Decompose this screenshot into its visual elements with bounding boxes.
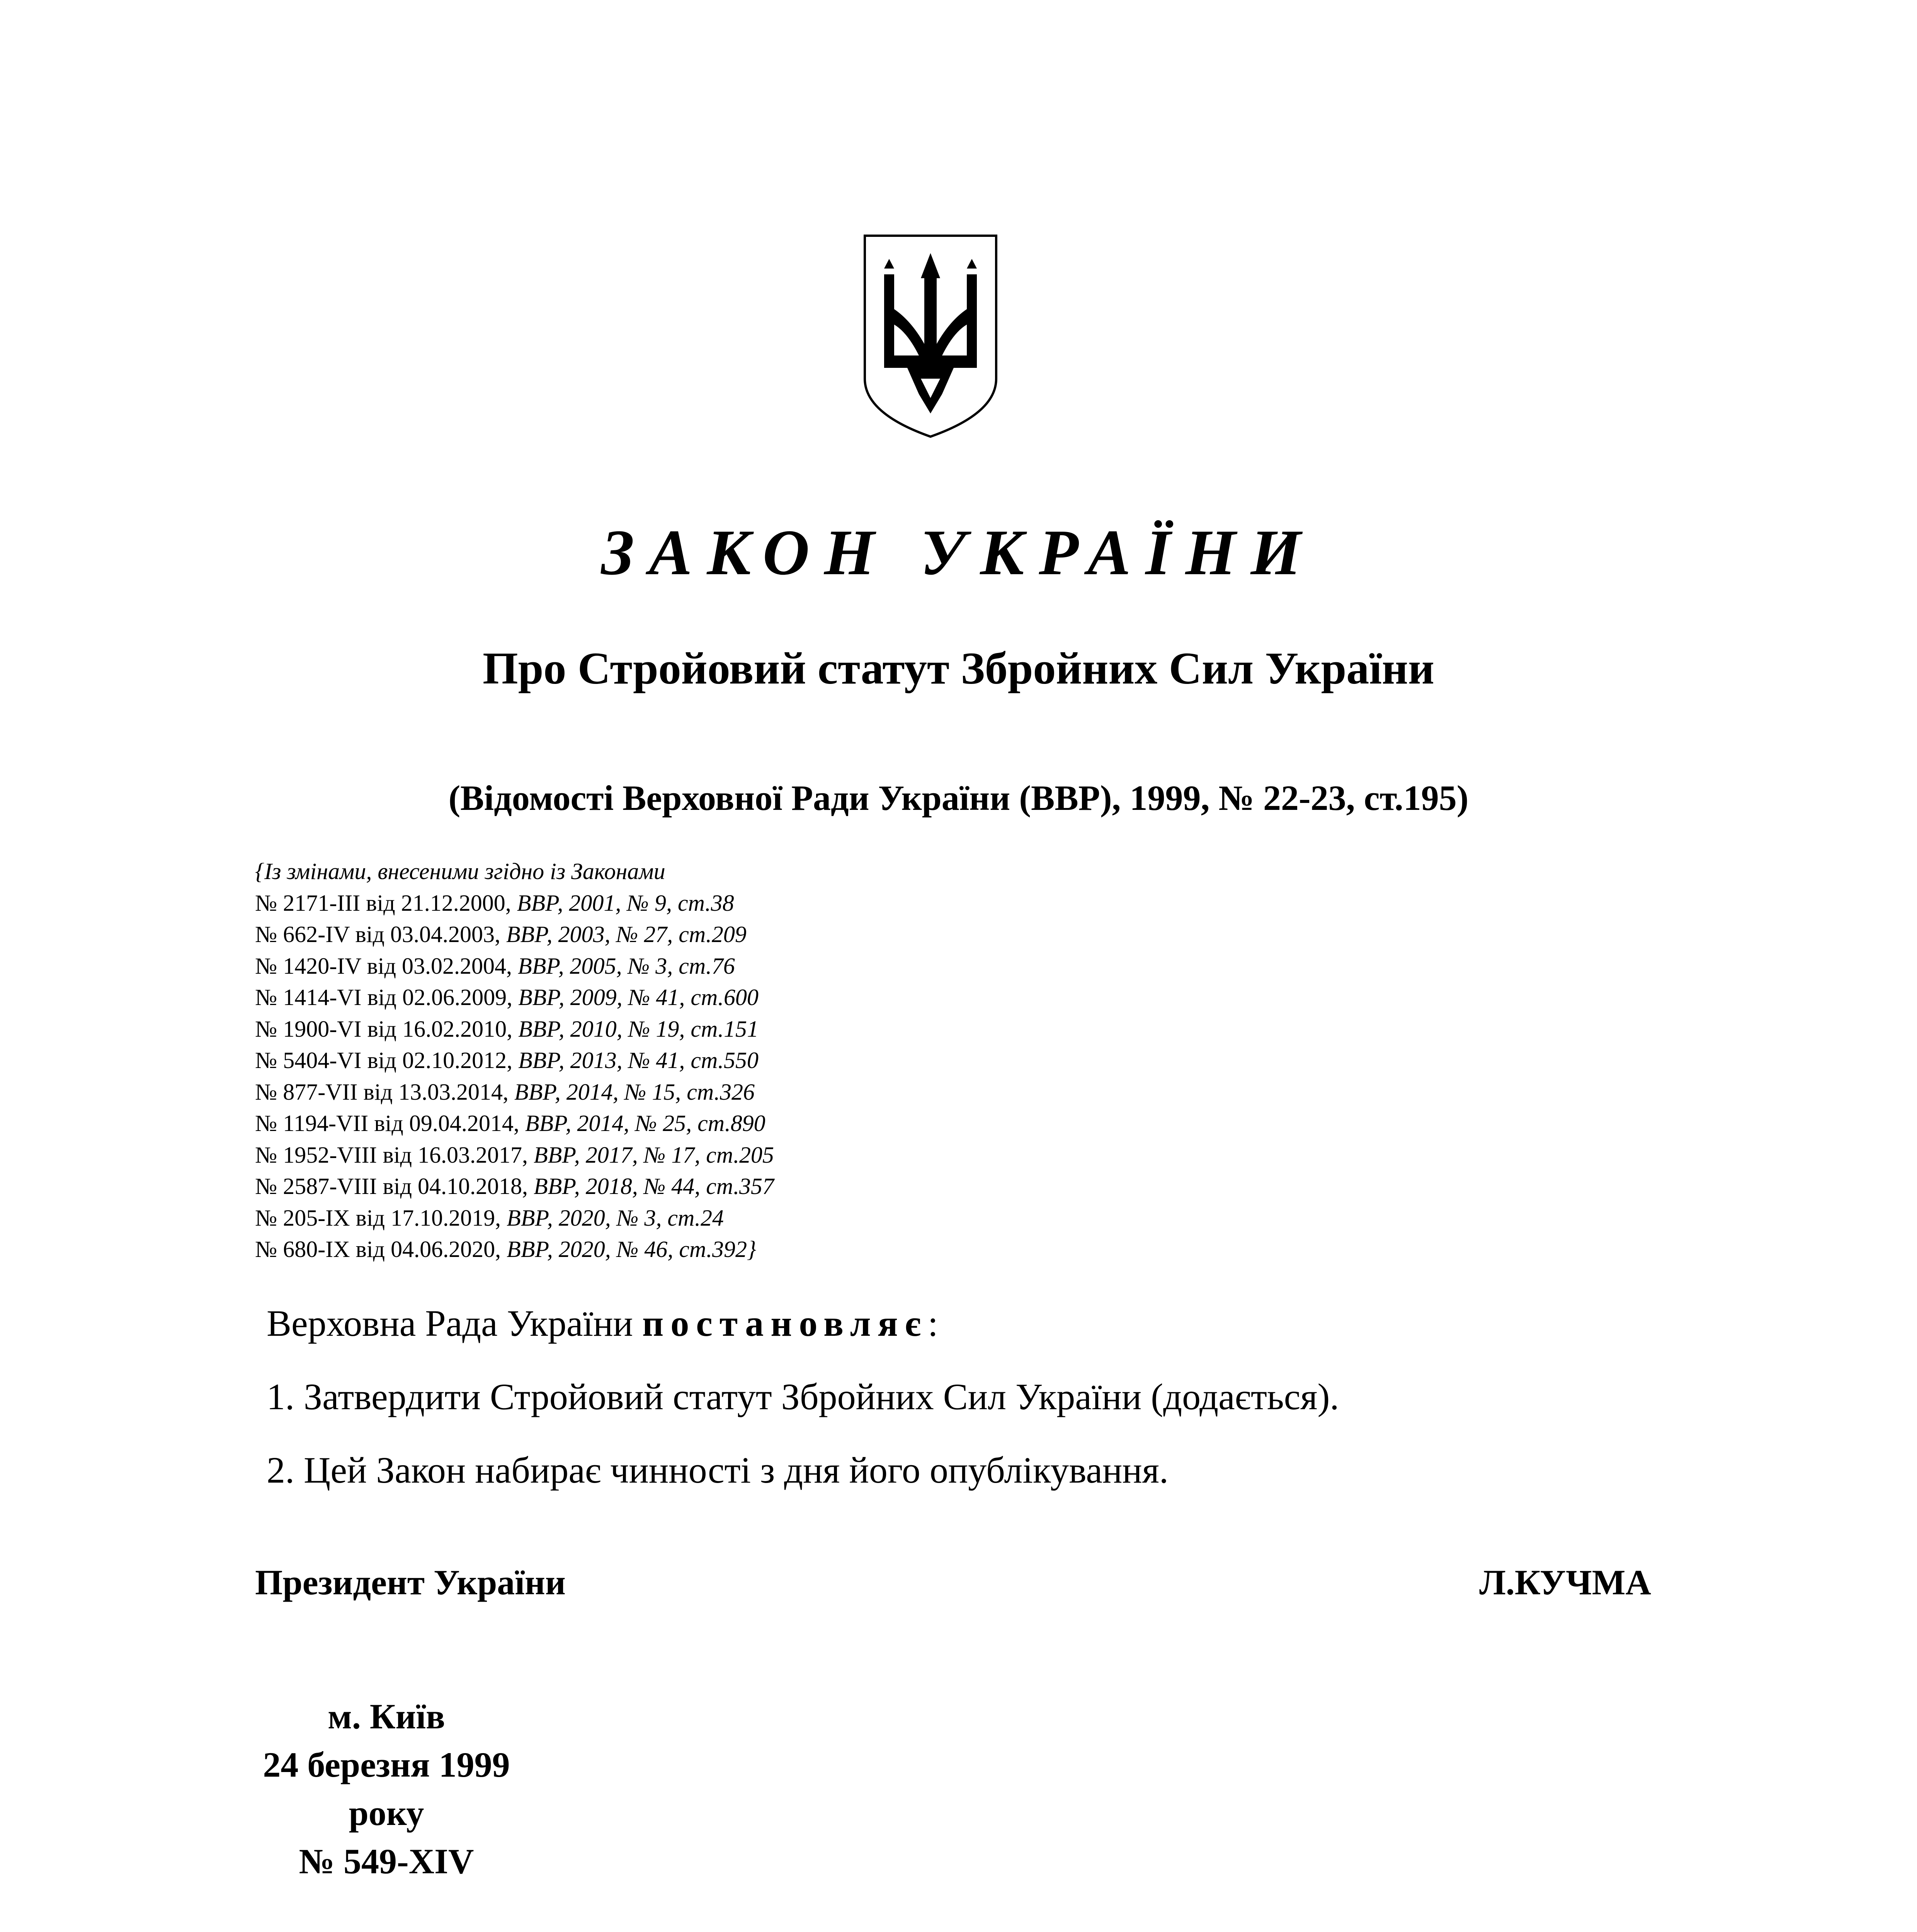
amendment-reference: ВВР, 2010, № 19, ст.151 — [512, 1016, 759, 1042]
coat-of-arms — [861, 232, 1000, 440]
law-number: № 549-XIV — [299, 1842, 474, 1881]
amendment-reference: ВВР, 2018, № 44, ст.357 — [528, 1173, 774, 1199]
amendment-reference: ВВР, 2001, № 9, ст.38 — [511, 890, 734, 916]
document-title: ЗАКОН УКРАЇНИ — [601, 517, 1316, 588]
amendment-item — [255, 1202, 1337, 1234]
amendment-item — [255, 919, 1337, 951]
preamble — [267, 1300, 938, 1347]
amendment-item — [255, 1139, 1337, 1171]
amendment-item — [255, 1234, 1337, 1265]
law-item-1: 1. Затвердити Стройовий статут Збройних Сил України (додається). — [267, 1376, 1339, 1417]
amendment-law-number: № 1194-VII від 09.04.2014, — [255, 1111, 519, 1136]
amendment-reference: ВВР, 2014, № 15, ст.326 — [509, 1079, 755, 1105]
amendment-item — [255, 1171, 1337, 1202]
trident-coat-of-arms-icon — [861, 232, 1000, 440]
amendment-item — [255, 1014, 1337, 1045]
amendment-item — [255, 1108, 1337, 1139]
amendment-item — [255, 1077, 1337, 1108]
amendment-law-number: № 1900-VI від 16.02.2010, — [255, 1016, 513, 1042]
amendment-reference: ВВР, 2017, № 17, ст.205 — [528, 1142, 774, 1168]
amendment-law-number: № 5404-VI від 02.10.2012, — [255, 1048, 513, 1073]
place-date-block — [232, 1692, 541, 1886]
amendment-reference: ВВР, 2005, № 3, ст.76 — [512, 953, 735, 979]
source-reference: (Відомості Верховної Ради України (ВВР), 1999, № 22-23, ст.195) — [448, 778, 1469, 818]
signatory-position: Президент України — [255, 1563, 566, 1602]
amendment-item — [255, 982, 1337, 1014]
amendment-law-number: № 2171-III від 21.12.2000, — [255, 890, 511, 916]
law-item-2: 2. Цей Закон набирає чинності з дня його опублікування. — [267, 1449, 1169, 1491]
amendment-law-number: № 1952-VIII від 16.03.2017, — [255, 1142, 528, 1168]
amendment-reference: ВВР, 2009, № 41, ст.600 — [512, 985, 759, 1010]
amendment-item — [255, 951, 1337, 982]
amendment-law-number: № 2587-VIII від 04.10.2018, — [255, 1173, 528, 1199]
document-subtitle: Про Стройовий статут Збройних Сил України — [482, 643, 1435, 694]
amendment-reference: ВВР, 2020, № 3, ст.24 — [501, 1205, 724, 1231]
preamble-end: : — [927, 1303, 938, 1344]
amendment-item — [255, 888, 1337, 919]
amendment-law-number: № 1414-VI від 02.06.2009, — [255, 985, 513, 1010]
preamble-start: Верховна Рада України — [267, 1303, 642, 1344]
adoption-date: 24 березня 1999 року — [263, 1745, 510, 1833]
amendments-intro: {Із змінами, внесеними згідно із Законами — [255, 859, 665, 884]
amendment-law-number: № 877-VII від 13.03.2014, — [255, 1079, 509, 1105]
amendment-item — [255, 1045, 1337, 1077]
amendment-reference: ВВР, 2020, № 46, ст.392} — [501, 1236, 757, 1262]
amendments-list — [255, 856, 1337, 1265]
preamble-verb: постановляє — [642, 1303, 928, 1344]
amendment-law-number: № 1420-IV від 03.02.2004, — [255, 953, 512, 979]
amendment-reference: ВВР, 2014, № 25, ст.890 — [519, 1111, 765, 1136]
city: м. Київ — [328, 1697, 445, 1736]
amendment-reference: ВВР, 2003, № 27, ст.209 — [500, 922, 747, 947]
amendment-law-number: № 662-IV від 03.04.2003, — [255, 922, 500, 947]
amendment-law-number: № 205-IX від 17.10.2019, — [255, 1205, 501, 1231]
amendment-law-number: № 680-IX від 04.06.2020, — [255, 1236, 501, 1262]
amendment-reference: ВВР, 2013, № 41, ст.550 — [512, 1048, 759, 1073]
signatory-name: Л.КУЧМА — [1479, 1563, 1651, 1602]
